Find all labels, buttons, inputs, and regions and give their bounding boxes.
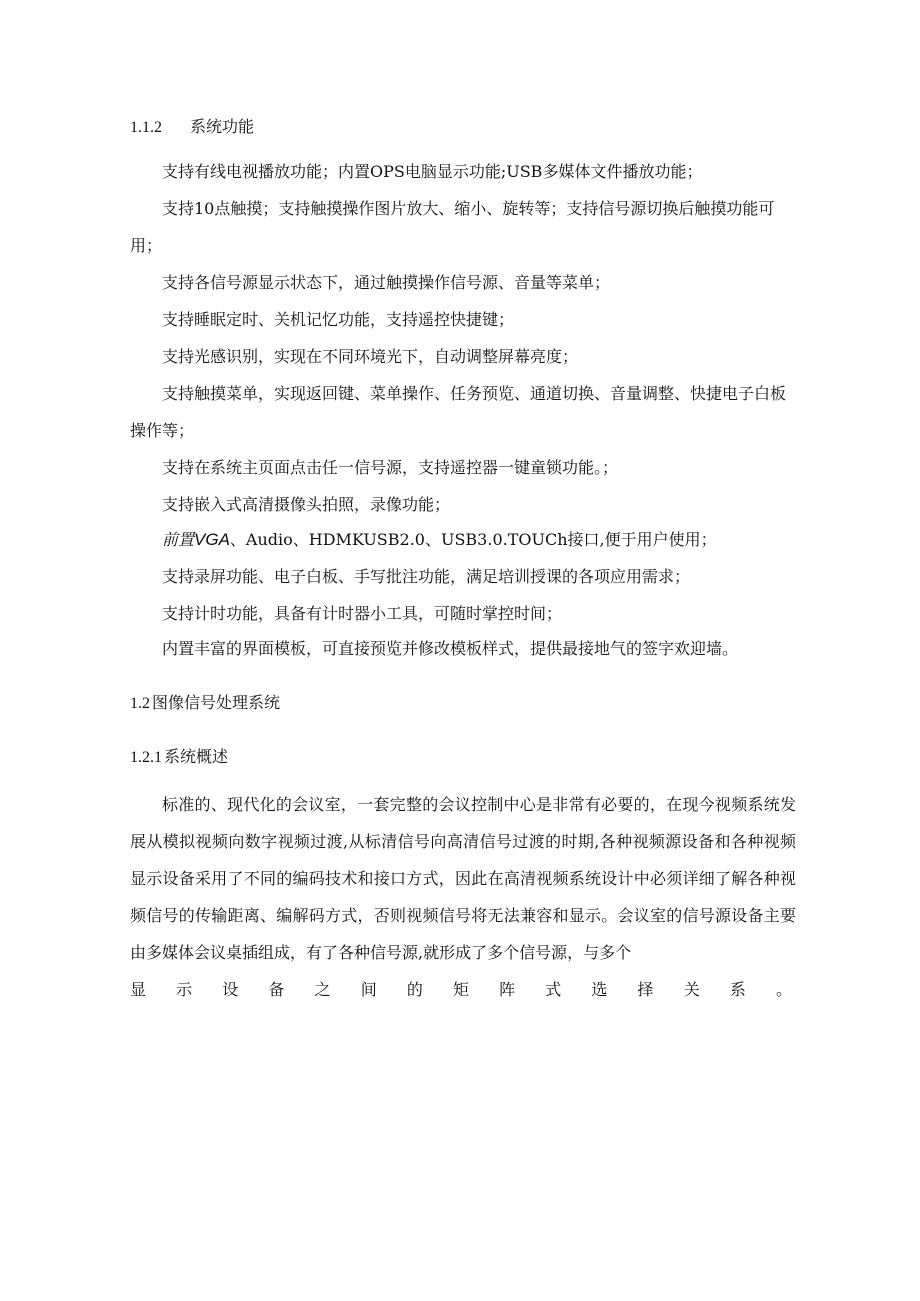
section-heading-1-2-1 (130, 748, 228, 768)
last-line-char: 设 (222, 980, 239, 999)
feature-item: 支持光感识别，实现在不同环境光下，自动调整屏幕亮度； (162, 347, 579, 366)
feature-item: 支持各信号源显示状态下，通过触摸操作信号源、音量等菜单； (162, 273, 611, 292)
overview-paragraph: 标准的、现代化的会议室，一套完整的会议控制中心是非常有必要的，在现今视频系统发展从模拟视频向数字视频过渡,从标清信号向高清信号过渡的时期,各种视频源设备和各种视频显示设备采用了不同的编码技术和接口方式，因此在高清视频系统设计中必须详细了解各种视频信号的传输距离、编解码方式，否则视频信号将无法兼容和显示。会议室的信号源设备主要由多媒体会议桌插组成，有了各种信号源,就形成了多个信号源，与多个 (130, 795, 796, 962)
feature-item: 支持计时功能，具备有计时器小工具，可随时掌控时间； (162, 604, 563, 623)
section-number: 1.1.2 (130, 119, 162, 136)
last-line-char: 式 (545, 980, 562, 999)
section-heading-1-2 (130, 694, 280, 714)
last-line-char: 矩 (452, 980, 469, 999)
last-line-char: 显 (130, 980, 147, 999)
feature-item: 支持睡眠定时、关机记忆功能，支持遥控快捷键； (162, 310, 515, 329)
section-number: 1.2 (130, 695, 150, 712)
last-line-char: 阵 (499, 980, 516, 999)
feature-item: 支持触摸菜单，实现返回键、菜单操作、任务预览、通道切换、音量调整、快捷电子白板操作等； (130, 384, 787, 440)
feature-item-ports (130, 521, 800, 558)
feature-item: 支持10点触摸；支持触摸操作图片放大、缩小、旋转等；支持信号源切换后触摸功能可用； (130, 199, 775, 255)
feature-item: 支持嵌入式高清摄像头拍照，录像功能； (162, 495, 451, 514)
section-heading-1-1-2 (130, 118, 254, 138)
section-title: 系统概述 (164, 749, 229, 766)
last-line-char: 示 (176, 980, 193, 999)
section-title: 图像信号处理系统 (152, 695, 281, 712)
last-line-char: 之 (314, 980, 331, 999)
section-title: 系统功能 (190, 119, 255, 136)
last-line-char: 。 (775, 980, 792, 999)
last-line-char: 关 (683, 980, 700, 999)
ports-vga: VGA (194, 530, 230, 549)
feature-item: 内置丰富的界面模板，可直接预览并修改模板样式，提供最接地气的签字欢迎墙。 (162, 639, 739, 658)
ports-rest: 、Audio、HDMKUSB2.0、USB3.0.TOUCh接口,便于用户使用； (229, 530, 717, 549)
last-line-char: 间 (360, 980, 377, 999)
last-line-char: 择 (637, 980, 654, 999)
overview-last-line (130, 971, 792, 1008)
feature-item: 支持录屏功能、电子白板、手写批注功能，满足培训授课的各项应用需求； (162, 567, 691, 586)
feature-item: 支持有线电视播放功能；内置OPS电脑显示功能;USB多媒体文件播放功能； (162, 162, 703, 181)
last-line-char: 选 (591, 980, 608, 999)
last-line-char: 备 (268, 980, 285, 999)
last-line-char: 的 (406, 980, 423, 999)
section-number: 1.2.1 (130, 749, 162, 766)
feature-item: 支持在系统主页面点击任一信号源，支持遥控器一键童锁功能。； (162, 458, 619, 477)
ports-prefix: 前置 (162, 530, 195, 549)
last-line-char: 系 (729, 980, 746, 999)
